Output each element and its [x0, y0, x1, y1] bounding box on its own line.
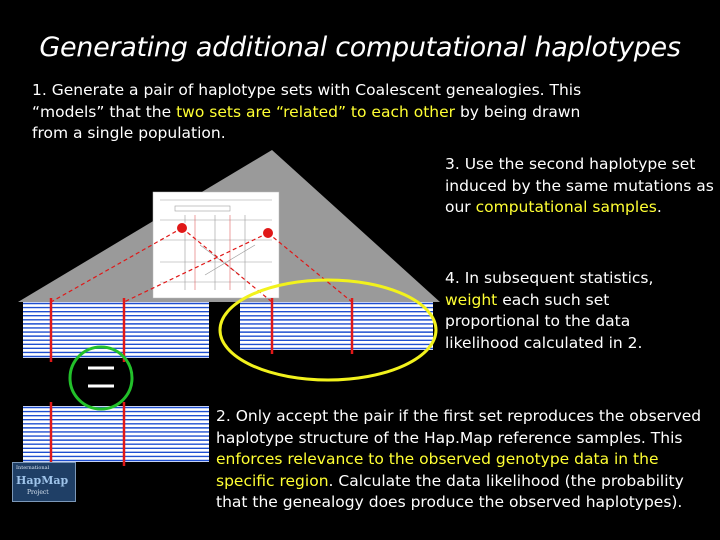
- hapmap-logo: [12, 462, 76, 502]
- step-2-highlight: enforces relevance to the observed genotype data in the specific region: [216, 450, 659, 490]
- step-2-text: [216, 406, 716, 514]
- haplotype-set-background: [240, 302, 433, 350]
- step-4-pre: 4. In subsequent statistics,: [445, 269, 654, 287]
- step-4-text: [445, 268, 695, 354]
- step-4-post: each such set proportional to the data likelihood calculated in 2.: [445, 290, 643, 352]
- haplotype-set-2: [240, 298, 433, 354]
- step-3-highlight: computational samples: [475, 198, 657, 216]
- step-3-post: .: [656, 198, 662, 216]
- hapmap-logo-line-3: Project: [27, 489, 49, 496]
- mutation-node-2: [263, 228, 274, 239]
- hapmap-logo-line-1: International: [16, 465, 50, 471]
- step-1-line-1: 1. Generate a pair of haplotype sets with Coalescent genealogies. This: [32, 81, 582, 99]
- slide-title: Generating additional computational haplotypes: [39, 32, 681, 63]
- step-1-line-2-post: by being drawn: [455, 102, 581, 121]
- step-4-highlight: weight: [445, 290, 498, 309]
- step-3-text: [445, 154, 720, 219]
- step-2-pre: 2. Only accept the pair if the first set reproduces the observed haplotype structure of the Hap.Map reference samples. This: [216, 407, 702, 447]
- step-2-post: . Calculate the data likelihood (the probability that the genealogy does produce the observed haplotypes).: [216, 471, 684, 511]
- hapmap-logo-line-2: HapMap: [16, 474, 69, 487]
- step-1-highlight: two sets are “related” to each other: [176, 102, 456, 121]
- step-1-line-3: from a single population.: [32, 124, 226, 142]
- step-1-line-2-pre: “models” that the: [32, 102, 177, 121]
- step-3-pre: 3. Use the second haplotype set induced by the same mutations as our: [445, 155, 714, 216]
- mutation-node-1: [177, 223, 188, 234]
- haplotype-set-reference: [23, 402, 209, 466]
